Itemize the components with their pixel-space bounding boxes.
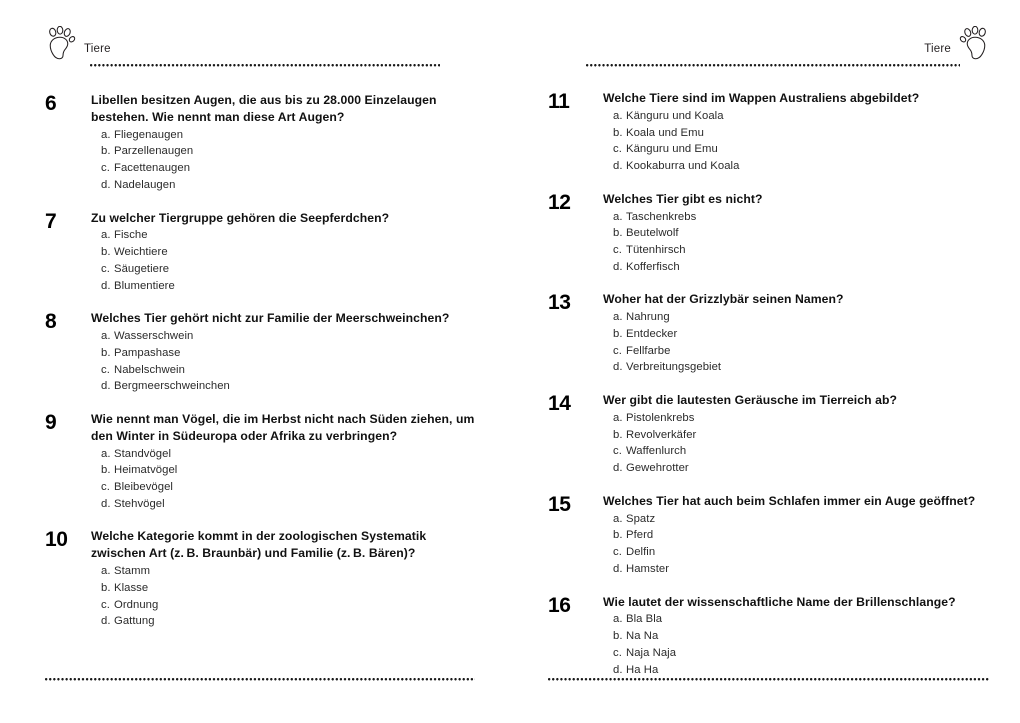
section-label: Tiere — [84, 42, 111, 55]
answer-text: Nabelschwein — [114, 363, 185, 376]
answer-text: Koala und Emu — [626, 126, 704, 139]
answer-text: Taschenkrebs — [626, 210, 697, 223]
answer-key: a. — [613, 311, 623, 324]
question-body — [91, 310, 475, 395]
answer-option[interactable] — [101, 597, 475, 614]
answer-text: Blumentiere — [114, 279, 175, 292]
answer-key: c. — [613, 344, 622, 357]
question-body — [603, 291, 990, 376]
answer-key: b. — [101, 246, 111, 259]
question-item — [548, 594, 990, 679]
answer-option[interactable] — [613, 259, 990, 276]
answer-key: d. — [101, 279, 111, 292]
question-text: Welches Tier gehört nicht zur Familie der Meerschweinchen? — [91, 311, 450, 326]
answer-options — [91, 446, 475, 513]
answer-options — [91, 328, 475, 395]
question-text: Libellen besitzen Augen, die aus bis zu 28.000 Einzelaugen bestehen. Wie nennt man diese Art Augen? — [91, 93, 437, 124]
answer-key: d. — [101, 615, 111, 628]
answer-text: Facettenaugen — [114, 162, 191, 175]
answer-text: Revolverkäfer — [626, 428, 697, 441]
answer-key: b. — [101, 464, 111, 477]
answer-option[interactable] — [613, 209, 990, 226]
answer-text: Klasse — [114, 581, 149, 594]
footer-dotted-rule — [548, 678, 990, 681]
answer-text: Heimatvögel — [114, 464, 178, 477]
paw-print-icon — [45, 26, 76, 60]
answer-key: a. — [101, 229, 111, 242]
answer-option[interactable] — [613, 359, 990, 376]
answer-option[interactable] — [613, 511, 990, 528]
answer-key: d. — [101, 178, 111, 191]
answer-text: Ha Ha — [626, 663, 659, 676]
section-label: Tiere — [924, 42, 951, 55]
question-item — [548, 90, 990, 175]
question-text: Welche Tiere sind im Wappen Australiens abgebildet? — [603, 91, 920, 105]
answer-option[interactable] — [101, 127, 475, 144]
answer-option[interactable] — [613, 225, 990, 242]
question-number: 14 — [548, 392, 571, 416]
question-text: Wer gibt die lautesten Geräusche im Tierreich ab? — [603, 393, 898, 408]
answer-key: b. — [101, 346, 111, 359]
question-body — [91, 528, 475, 630]
answer-option[interactable] — [101, 378, 475, 395]
answer-option[interactable] — [101, 278, 475, 295]
right-page-header — [548, 0, 990, 68]
answer-option[interactable] — [613, 628, 990, 645]
answer-key: a. — [101, 565, 111, 578]
question-body — [91, 92, 475, 194]
question-number: 12 — [548, 190, 571, 214]
answer-text: Bergmeerschweinchen — [114, 380, 230, 393]
answer-option[interactable] — [101, 160, 475, 177]
answer-text: Na Na — [626, 630, 659, 643]
question-item — [548, 291, 990, 376]
question-body — [603, 594, 990, 679]
answer-key: c. — [613, 445, 622, 458]
answer-text: Spatz — [626, 512, 656, 525]
answer-text: Bla Bla — [626, 613, 663, 626]
answer-options — [603, 611, 990, 678]
answer-key: c. — [101, 598, 110, 611]
answer-text: Stamm — [114, 565, 151, 578]
header-dotted-rule — [90, 64, 440, 67]
left-page-header — [45, 0, 475, 68]
answer-text: Pampashase — [114, 346, 181, 359]
question-list-right — [548, 68, 990, 678]
answer-key: d. — [101, 497, 111, 510]
answer-key: a. — [613, 613, 623, 626]
question-item — [548, 493, 990, 578]
answer-options — [603, 309, 990, 376]
question-number: 9 — [45, 410, 57, 434]
answer-option[interactable] — [613, 544, 990, 561]
question-text: Welches Tier gibt es nicht? — [603, 191, 763, 206]
answer-option[interactable] — [101, 328, 475, 345]
question-body — [603, 191, 990, 276]
paw-print-icon — [959, 26, 990, 60]
question-text: Welche Kategorie kommt in der zoologischen Systematik zwischen Art (z. B. Braunbär) und Familie (z. B. Bären)? — [91, 529, 427, 561]
answer-options — [603, 511, 990, 578]
question-text: Welches Tier hat auch beim Schlafen immer ein Auge geöffnet? — [603, 493, 976, 508]
answer-text: Gattung — [114, 615, 155, 628]
question-item — [548, 392, 990, 477]
answer-options — [91, 127, 475, 194]
question-body — [603, 90, 990, 175]
answer-key: a. — [613, 411, 623, 424]
answer-text: Känguru und Koala — [626, 109, 724, 122]
answer-key: c. — [613, 143, 622, 156]
header-dotted-rule — [586, 64, 960, 67]
question-item — [45, 92, 475, 194]
answer-option[interactable] — [613, 645, 990, 662]
answer-option[interactable] — [101, 479, 475, 496]
answer-option[interactable] — [101, 143, 475, 160]
answer-key: b. — [613, 126, 623, 139]
question-item — [45, 210, 475, 295]
question-item — [45, 528, 475, 630]
question-item — [548, 191, 990, 276]
answer-text: Nadelaugen — [114, 178, 176, 191]
question-body — [91, 411, 475, 513]
answer-key: c. — [101, 481, 110, 494]
answer-text: Entdecker — [626, 327, 678, 340]
answer-key: c. — [101, 262, 110, 275]
answer-options — [91, 227, 475, 294]
answer-key: d. — [101, 380, 111, 393]
question-number: 16 — [548, 593, 571, 617]
answer-text: Pferd — [626, 529, 654, 542]
answer-key: a. — [613, 109, 623, 122]
question-text: Woher hat der Grizzlybär seinen Namen? — [603, 292, 844, 307]
answer-key: a. — [613, 512, 623, 525]
answer-key: b. — [613, 327, 623, 340]
answer-key: a. — [101, 330, 111, 343]
answer-option[interactable] — [613, 427, 990, 444]
answer-option[interactable] — [101, 563, 475, 580]
answer-option[interactable] — [613, 158, 990, 175]
answer-text: Pistolenkrebs — [626, 411, 695, 424]
question-body — [91, 210, 475, 295]
answer-option[interactable] — [101, 462, 475, 479]
answer-option[interactable] — [101, 345, 475, 362]
answer-key: c. — [613, 546, 622, 559]
question-number: 13 — [548, 291, 571, 315]
answer-option[interactable] — [101, 177, 475, 194]
question-body — [603, 493, 990, 578]
question-number: 11 — [548, 90, 570, 113]
answer-option[interactable] — [101, 580, 475, 597]
answer-key: b. — [613, 428, 623, 441]
answer-key: d. — [613, 159, 623, 172]
answer-text: Tütenhirsch — [626, 243, 686, 256]
question-text: Zu welcher Tiergruppe gehören die Seepferdchen? — [91, 210, 390, 225]
answer-key: d. — [613, 562, 623, 575]
answer-key: a. — [613, 210, 623, 223]
answer-key: d. — [613, 260, 623, 273]
answer-options — [603, 410, 990, 477]
answer-options — [91, 563, 475, 630]
answer-text: Kofferfisch — [626, 260, 680, 273]
question-item — [45, 411, 475, 513]
answer-text: Nahrung — [626, 311, 670, 324]
question-number: 7 — [45, 209, 57, 233]
question-number: 15 — [548, 492, 571, 516]
answer-option[interactable] — [101, 362, 475, 379]
answer-text: Fellfarbe — [626, 344, 671, 357]
answer-option[interactable] — [101, 446, 475, 463]
answer-text: Naja Naja — [626, 646, 677, 659]
answer-option[interactable] — [613, 460, 990, 477]
question-number: 10 — [45, 528, 68, 552]
answer-option[interactable] — [613, 309, 990, 326]
answer-option[interactable] — [613, 662, 990, 679]
answer-key: c. — [613, 243, 622, 256]
answer-text: Weichtiere — [114, 246, 168, 259]
answer-text: Bleibevögel — [114, 481, 173, 494]
answer-key: c. — [101, 363, 110, 376]
answer-option[interactable] — [613, 527, 990, 544]
answer-text: Parzellenaugen — [114, 145, 194, 158]
answer-option[interactable] — [101, 227, 475, 244]
question-number: 8 — [45, 310, 57, 334]
answer-option[interactable] — [613, 443, 990, 460]
answer-text: Waffenlurch — [626, 445, 687, 458]
answer-text: Wasserschwein — [114, 330, 194, 343]
answer-text: Standvögel — [114, 447, 172, 460]
answer-key: d. — [613, 663, 623, 676]
answer-text: Delfin — [626, 546, 656, 559]
answer-key: b. — [613, 630, 623, 643]
answer-text: Gewehrotter — [626, 462, 689, 475]
question-text: Wie lautet der wissenschaftliche Name der Brillenschlange? — [603, 594, 956, 609]
answer-option[interactable] — [613, 141, 990, 158]
answer-option[interactable] — [613, 125, 990, 142]
footer-dotted-rule — [45, 678, 475, 681]
answer-options — [603, 108, 990, 175]
answer-option[interactable] — [613, 326, 990, 343]
question-number: 6 — [45, 92, 57, 115]
answer-text: Fliegenaugen — [114, 128, 184, 141]
question-item — [45, 310, 475, 395]
question-body — [603, 392, 990, 477]
answer-key: c. — [101, 162, 110, 175]
answer-key: b. — [613, 227, 623, 240]
answer-option[interactable] — [613, 343, 990, 360]
answer-text: Kookaburra und Koala — [626, 159, 740, 172]
answer-key: b. — [101, 145, 111, 158]
answer-key: a. — [101, 447, 111, 460]
answer-option[interactable] — [101, 244, 475, 261]
answer-text: Säugetiere — [114, 262, 170, 275]
question-text: Wie nennt man Vögel, die im Herbst nicht nach Süden ziehen, um den Winter in Südeuropa oder Afrika zu verbringen? — [91, 411, 475, 443]
answer-text: Ordnung — [114, 598, 159, 611]
answer-text: Verbreitungsgebiet — [626, 361, 722, 374]
right-page — [510, 0, 1020, 723]
answer-key: c. — [613, 646, 622, 659]
answer-text: Hamster — [626, 562, 670, 575]
answer-key: a. — [101, 128, 111, 141]
answer-key: d. — [613, 361, 623, 374]
answer-option[interactable] — [613, 611, 990, 628]
answer-option[interactable] — [613, 410, 990, 427]
answer-key: d. — [613, 462, 623, 475]
answer-text: Fische — [114, 229, 148, 242]
answer-text: Stehvögel — [114, 497, 165, 510]
answer-options — [603, 209, 990, 276]
answer-option[interactable] — [101, 261, 475, 278]
answer-text: Beutelwolf — [626, 227, 679, 240]
answer-option[interactable] — [101, 613, 475, 630]
answer-text: Känguru und Emu — [626, 143, 718, 156]
answer-key: b. — [613, 529, 623, 542]
answer-option[interactable] — [613, 242, 990, 259]
answer-key: b. — [101, 581, 111, 594]
answer-option[interactable] — [613, 108, 990, 125]
question-list-left — [45, 68, 475, 630]
answer-option[interactable] — [101, 496, 475, 513]
answer-option[interactable] — [613, 561, 990, 578]
